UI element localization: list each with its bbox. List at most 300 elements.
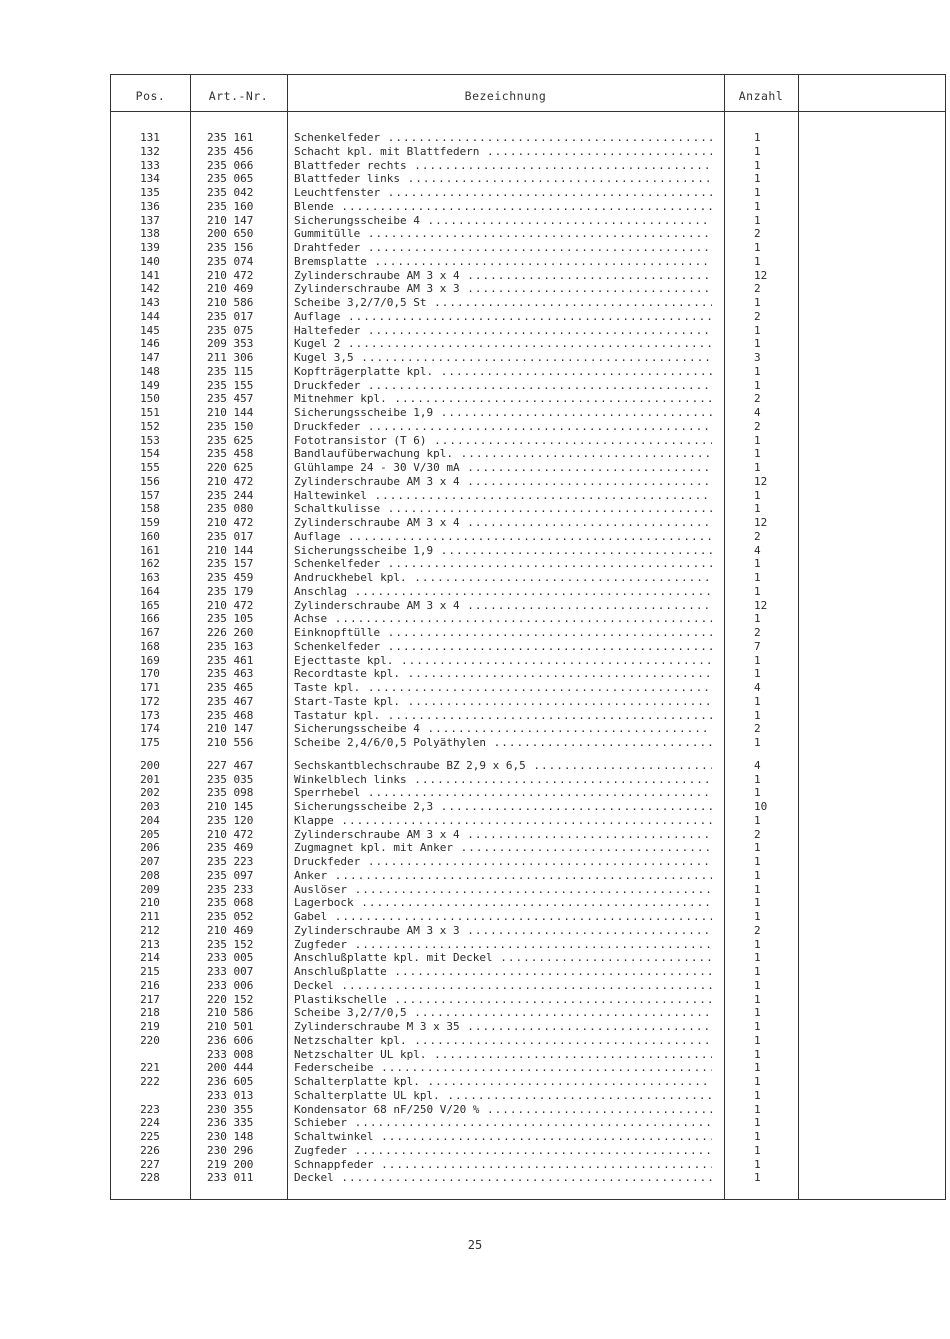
table-row [111, 924, 947, 938]
row-pos: 216 [140, 978, 160, 992]
row-art-nr: 235 097 [207, 868, 254, 882]
row-pos: 158 [140, 502, 160, 516]
parts-list-table [110, 74, 946, 1200]
row-pos: 175 [140, 736, 160, 749]
row-quantity: 1 [754, 841, 761, 855]
header-anzahl: Anzahl [738, 89, 784, 103]
row-quantity: 1 [754, 433, 761, 447]
row-pos: 153 [140, 433, 160, 447]
table-row [111, 640, 947, 654]
row-description: Zylinderschraube AM 3 x 3 ..... [294, 924, 712, 938]
table-row [111, 214, 947, 228]
row-pos: 170 [140, 667, 160, 681]
row-quantity: 2 [754, 392, 761, 406]
row-description: Deckel ..... [294, 979, 712, 993]
row-quantity: 12 [754, 268, 768, 282]
table-row [111, 1130, 947, 1144]
table-row [111, 612, 947, 626]
row-quantity: 1 [754, 364, 761, 378]
table-row [111, 828, 947, 842]
table-row [111, 379, 947, 393]
table-row [111, 814, 947, 828]
row-description: Druckfeder ..... [294, 379, 712, 393]
row-pos: 204 [140, 813, 160, 827]
table-row [111, 773, 947, 787]
row-pos: 171 [140, 681, 160, 694]
row-pos: 209 [140, 882, 160, 896]
row-pos: 227 [140, 1157, 160, 1171]
row-art-nr: 235 223 [207, 855, 254, 868]
row-art-nr: 235 461 [207, 653, 254, 667]
row-quantity: 1 [754, 461, 761, 474]
row-pos: 173 [140, 708, 160, 722]
table-row [111, 544, 947, 558]
row-pos: 166 [140, 612, 160, 626]
table-row [111, 1089, 947, 1103]
table-row [111, 365, 947, 379]
table-row [111, 324, 947, 338]
row-pos: 147 [140, 351, 160, 364]
table-row [111, 255, 947, 269]
row-quantity: 4 [754, 681, 761, 694]
table-row [111, 1075, 947, 1089]
row-quantity: 1 [754, 131, 761, 144]
row-description: Druckfeder ..... [294, 420, 712, 434]
row-art-nr: 210 472 [207, 268, 254, 282]
row-pos: 145 [140, 323, 160, 337]
row-description: Bremsplatte ..... [294, 255, 712, 269]
row-description: Netzschalter kpl. ..... [294, 1034, 712, 1048]
row-art-nr: 235 035 [207, 772, 254, 786]
row-description: Sicherungsscheibe 4 ..... [294, 722, 712, 736]
row-description: Zugmagnet kpl. mit Anker ..... [294, 841, 712, 855]
row-description: Scheibe 3,2/7/0,5 St ..... [294, 296, 712, 310]
row-art-nr: 233 006 [207, 978, 254, 992]
page-number: 25 [467, 1238, 483, 1252]
row-quantity: 1 [754, 447, 761, 461]
row-quantity: 1 [754, 186, 761, 199]
row-description: Fototransistor (T 6) ..... [294, 434, 712, 448]
row-art-nr: 235 157 [207, 557, 254, 571]
row-art-nr: 235 625 [207, 433, 254, 447]
row-quantity: 1 [754, 992, 761, 1006]
row-art-nr: 235 115 [207, 364, 254, 378]
table-body [111, 131, 947, 1185]
row-art-nr: 233 011 [207, 1171, 254, 1185]
row-art-nr: 210 472 [207, 598, 254, 612]
table-row [111, 392, 947, 406]
row-quantity: 1 [754, 786, 761, 800]
row-quantity: 1 [754, 1020, 761, 1033]
table-row [111, 938, 947, 952]
row-quantity: 1 [754, 1088, 761, 1102]
row-art-nr: 209 353 [207, 337, 254, 351]
row-description: Anschlußplatte ..... [294, 965, 712, 979]
row-pos: 134 [140, 172, 160, 186]
row-description: Einknopftülle ..... [294, 626, 712, 640]
table-row [111, 269, 947, 283]
row-description: Federscheibe ..... [294, 1061, 712, 1075]
row-pos: 142 [140, 282, 160, 296]
table-row [111, 800, 947, 814]
row-pos: 131 [140, 131, 160, 144]
row-description: Klappe ..... [294, 814, 712, 828]
header-divider [111, 111, 945, 112]
table-row [111, 993, 947, 1007]
table-row [111, 434, 947, 448]
row-description: Drahtfeder ..... [294, 241, 712, 255]
table-row [111, 489, 947, 503]
row-description: Sperrhebel ..... [294, 786, 712, 800]
row-quantity: 1 [754, 1171, 761, 1185]
row-pos: 224 [140, 1116, 160, 1130]
row-description: Schenkelfeder ..... [294, 640, 712, 654]
row-pos: 201 [140, 772, 160, 786]
row-quantity: 1 [754, 1006, 761, 1020]
row-description: Blattfeder links ..... [294, 172, 712, 186]
row-description: Anker ..... [294, 869, 712, 883]
row-art-nr: 235 156 [207, 241, 254, 254]
row-pos: 212 [140, 923, 160, 937]
table-row [111, 896, 947, 910]
row-art-nr: 210 556 [207, 736, 254, 749]
row-description: Plastikschelle ..... [294, 993, 712, 1007]
row-pos: 200 [140, 758, 160, 772]
row-quantity: 1 [754, 1143, 761, 1157]
table-row [111, 786, 947, 800]
row-pos: 151 [140, 406, 160, 419]
row-art-nr: 235 065 [207, 172, 254, 186]
table-row [111, 626, 947, 640]
table-row [111, 585, 947, 599]
row-description: Zylinderschraube AM 3 x 3 ..... [294, 282, 712, 296]
row-art-nr: 236 605 [207, 1075, 254, 1088]
row-pos: 160 [140, 529, 160, 543]
row-quantity: 1 [754, 199, 761, 213]
table-row [111, 910, 947, 924]
row-description: Zugfeder ..... [294, 1144, 712, 1158]
row-description: Gabel ..... [294, 910, 712, 924]
row-pos: 137 [140, 213, 160, 227]
row-description: Achse ..... [294, 612, 712, 626]
row-quantity: 12 [754, 474, 768, 488]
row-art-nr: 235 463 [207, 667, 254, 681]
row-pos: 202 [140, 786, 160, 800]
row-description: Lagerbock ..... [294, 896, 712, 910]
row-art-nr: 235 042 [207, 186, 254, 199]
row-description: Schaltkulisse ..... [294, 502, 712, 516]
table-row [111, 667, 947, 681]
row-quantity: 2 [754, 419, 761, 433]
row-description: Anschlußplatte kpl. mit Deckel ..... [294, 951, 712, 965]
row-pos: 154 [140, 447, 160, 461]
table-row [111, 571, 947, 585]
row-description: Schenkelfeder ..... [294, 557, 712, 571]
row-quantity: 1 [754, 378, 761, 392]
table-row [111, 736, 947, 750]
row-art-nr: 235 075 [207, 323, 254, 337]
row-art-nr: 233 007 [207, 965, 254, 978]
row-quantity: 1 [754, 653, 761, 667]
row-art-nr: 210 469 [207, 923, 254, 937]
table-row [111, 516, 947, 530]
row-description: Mitnehmer kpl. ..... [294, 392, 712, 406]
table-row [111, 1158, 947, 1172]
row-art-nr: 210 501 [207, 1020, 254, 1033]
row-pos: 164 [140, 584, 160, 598]
row-quantity: 1 [754, 1116, 761, 1130]
row-description: Winkelblech links ..... [294, 773, 712, 787]
row-quantity: 1 [754, 708, 761, 722]
row-description: Sicherungsscheibe 2,3 ..... [294, 800, 712, 814]
row-art-nr: 235 456 [207, 144, 254, 158]
row-art-nr: 235 150 [207, 419, 254, 433]
row-quantity: 2 [754, 282, 761, 296]
table-row [111, 200, 947, 214]
row-pos: 156 [140, 474, 160, 488]
row-description: Zylinderschraube AM 3 x 4 ..... [294, 475, 712, 489]
row-description: Haltefeder ..... [294, 324, 712, 338]
table-row [111, 1048, 947, 1062]
table-row [111, 296, 947, 310]
row-quantity: 1 [754, 488, 761, 502]
table-row [111, 1171, 947, 1185]
row-description: Schieber ..... [294, 1116, 712, 1130]
row-quantity: 4 [754, 406, 761, 419]
row-art-nr: 220 625 [207, 461, 254, 474]
row-art-nr: 200 650 [207, 227, 254, 241]
table-row [111, 406, 947, 420]
table-row [111, 1061, 947, 1075]
row-description: Schacht kpl. mit Blattfedern ..... [294, 145, 712, 159]
row-quantity: 10 [754, 800, 768, 813]
row-quantity: 2 [754, 309, 761, 323]
table-row [111, 1116, 947, 1130]
row-quantity: 1 [754, 772, 761, 786]
row-description: Zylinderschraube AM 3 x 4 ..... [294, 269, 712, 283]
row-description: Zylinderschraube AM 3 x 4 ..... [294, 516, 712, 530]
row-pos: 221 [140, 1061, 160, 1075]
row-quantity: 1 [754, 882, 761, 896]
row-art-nr: 220 152 [207, 992, 254, 1006]
row-art-nr: 210 144 [207, 543, 254, 557]
row-quantity: 1 [754, 1047, 761, 1061]
row-art-nr: 210 147 [207, 213, 254, 227]
row-description: Ejecttaste kpl. ..... [294, 654, 712, 668]
row-pos: 135 [140, 186, 160, 199]
row-pos: 167 [140, 626, 160, 639]
row-art-nr: 235 160 [207, 199, 254, 213]
row-quantity: 3 [754, 351, 761, 364]
row-art-nr: 230 296 [207, 1143, 254, 1157]
table-row [111, 841, 947, 855]
row-pos: 148 [140, 364, 160, 378]
row-description: Sechskantblechschraube BZ 2,9 x 6,5 ..... [294, 759, 712, 773]
row-art-nr: 233 005 [207, 951, 254, 965]
row-pos: 214 [140, 951, 160, 965]
row-pos: 208 [140, 868, 160, 882]
row-quantity: 1 [754, 694, 761, 708]
row-pos: 138 [140, 227, 160, 241]
row-art-nr: 235 066 [207, 158, 254, 172]
row-art-nr: 235 469 [207, 841, 254, 855]
row-description: Zylinderschraube AM 3 x 4 ..... [294, 599, 712, 613]
row-quantity: 2 [754, 626, 761, 639]
row-pos: 144 [140, 309, 160, 323]
table-row [111, 681, 947, 695]
row-description: Zylinderschraube AM 3 x 4 ..... [294, 828, 712, 842]
row-quantity: 1 [754, 557, 761, 571]
row-description: Blende ..... [294, 200, 712, 214]
row-pos: 222 [140, 1075, 160, 1088]
row-quantity: 1 [754, 978, 761, 992]
row-description: Auslöser ..... [294, 883, 712, 897]
table-row [111, 186, 947, 200]
header-art-nr: Art.-Nr. [208, 89, 269, 103]
header-pos: Pos. [135, 89, 166, 103]
row-art-nr: 230 355 [207, 1102, 254, 1116]
row-description: Glühlampe 24 - 30 V/30 mA ..... [294, 461, 712, 475]
row-art-nr: 235 120 [207, 813, 254, 827]
row-quantity: 1 [754, 584, 761, 598]
row-pos: 162 [140, 557, 160, 571]
row-pos: 220 [140, 1033, 160, 1047]
row-art-nr: 226 260 [207, 626, 254, 639]
row-description: Schalterplatte UL kpl. ..... [294, 1089, 712, 1103]
row-quantity: 1 [754, 571, 761, 584]
row-pos: 157 [140, 488, 160, 502]
row-description: Deckel ..... [294, 1171, 712, 1185]
table-row [111, 310, 947, 324]
row-pos: 223 [140, 1102, 160, 1116]
row-art-nr: 235 017 [207, 309, 254, 323]
table-row [111, 351, 947, 365]
row-quantity: 2 [754, 722, 761, 736]
row-pos: 150 [140, 392, 160, 406]
row-description: Kugel 2 ..... [294, 337, 712, 351]
row-art-nr: 233 013 [207, 1088, 254, 1102]
row-art-nr: 210 144 [207, 406, 254, 419]
table-row [111, 227, 947, 241]
row-description: Schaltwinkel ..... [294, 1130, 712, 1144]
table-row [111, 951, 947, 965]
row-pos: 219 [140, 1020, 160, 1033]
table-row [111, 759, 947, 773]
row-pos: 133 [140, 158, 160, 172]
row-quantity: 1 [754, 1033, 761, 1047]
table-row [111, 599, 947, 613]
row-pos: 165 [140, 598, 160, 612]
row-art-nr: 210 472 [207, 474, 254, 488]
row-pos: 210 [140, 896, 160, 910]
row-description: Recordtaste kpl. ..... [294, 667, 712, 681]
row-pos: 168 [140, 639, 160, 653]
table-row [111, 172, 947, 186]
row-pos: 149 [140, 378, 160, 392]
row-quantity: 1 [754, 254, 761, 268]
row-description: Zylinderschraube M 3 x 35 ..... [294, 1020, 712, 1034]
row-art-nr: 235 052 [207, 910, 254, 923]
row-art-nr: 235 459 [207, 571, 254, 584]
row-art-nr: 235 155 [207, 378, 254, 392]
row-art-nr: 219 200 [207, 1157, 254, 1171]
table-row [111, 869, 947, 883]
row-description: Schnappfeder ..... [294, 1158, 712, 1172]
row-art-nr: 235 105 [207, 612, 254, 626]
table-row [111, 557, 947, 571]
row-description: Sicherungsscheibe 4 ..... [294, 214, 712, 228]
row-description: Sicherungsscheibe 1,9 ..... [294, 544, 712, 558]
row-description: Anschlag ..... [294, 585, 712, 599]
row-description: Kugel 3,5 ..... [294, 351, 712, 365]
row-quantity: 1 [754, 296, 761, 309]
row-pos: 136 [140, 199, 160, 213]
row-quantity: 1 [754, 937, 761, 951]
row-description: Schenkelfeder ..... [294, 131, 712, 145]
row-quantity: 1 [754, 1157, 761, 1171]
row-quantity: 1 [754, 813, 761, 827]
row-description: Andruckhebel kpl. ..... [294, 571, 712, 585]
row-quantity: 2 [754, 529, 761, 543]
table-row [111, 159, 947, 173]
row-art-nr: 210 145 [207, 800, 254, 813]
row-quantity: 1 [754, 1061, 761, 1075]
row-description: Auflage ..... [294, 530, 712, 544]
row-pos: 132 [140, 144, 160, 158]
table-row [111, 461, 947, 475]
row-pos: 161 [140, 543, 160, 557]
row-art-nr: 200 444 [207, 1061, 254, 1075]
row-quantity: 1 [754, 241, 761, 254]
row-quantity: 1 [754, 502, 761, 516]
row-art-nr: 235 163 [207, 639, 254, 653]
row-description: Leuchtfenster ..... [294, 186, 712, 200]
row-pos: 228 [140, 1171, 160, 1185]
row-pos: 146 [140, 337, 160, 351]
row-art-nr: 235 074 [207, 254, 254, 268]
table-row [111, 1103, 947, 1117]
row-pos: 226 [140, 1143, 160, 1157]
row-art-nr: 236 606 [207, 1033, 254, 1047]
row-quantity: 1 [754, 1102, 761, 1116]
row-pos: 169 [140, 653, 160, 667]
row-pos: 218 [140, 1006, 160, 1020]
row-quantity: 1 [754, 896, 761, 910]
row-pos: 206 [140, 841, 160, 855]
row-quantity: 1 [754, 910, 761, 923]
table-row [111, 1034, 947, 1048]
row-quantity: 2 [754, 923, 761, 937]
row-description: Sicherungsscheibe 1,9 ..... [294, 406, 712, 420]
row-description: Blattfeder rechts ..... [294, 159, 712, 173]
row-quantity: 1 [754, 1075, 761, 1088]
row-quantity: 12 [754, 598, 768, 612]
row-pos: 159 [140, 516, 160, 529]
row-quantity: 2 [754, 827, 761, 841]
row-quantity: 4 [754, 543, 761, 557]
row-pos: 213 [140, 937, 160, 951]
row-art-nr: 210 586 [207, 296, 254, 309]
row-quantity: 1 [754, 144, 761, 158]
row-art-nr: 235 233 [207, 882, 254, 896]
row-description: Tastatur kpl. ..... [294, 709, 712, 723]
row-quantity: 1 [754, 213, 761, 227]
row-art-nr: 235 465 [207, 681, 254, 694]
table-row [111, 883, 947, 897]
row-quantity: 4 [754, 758, 761, 772]
row-art-nr: 227 467 [207, 758, 254, 772]
row-art-nr: 230 148 [207, 1130, 254, 1143]
